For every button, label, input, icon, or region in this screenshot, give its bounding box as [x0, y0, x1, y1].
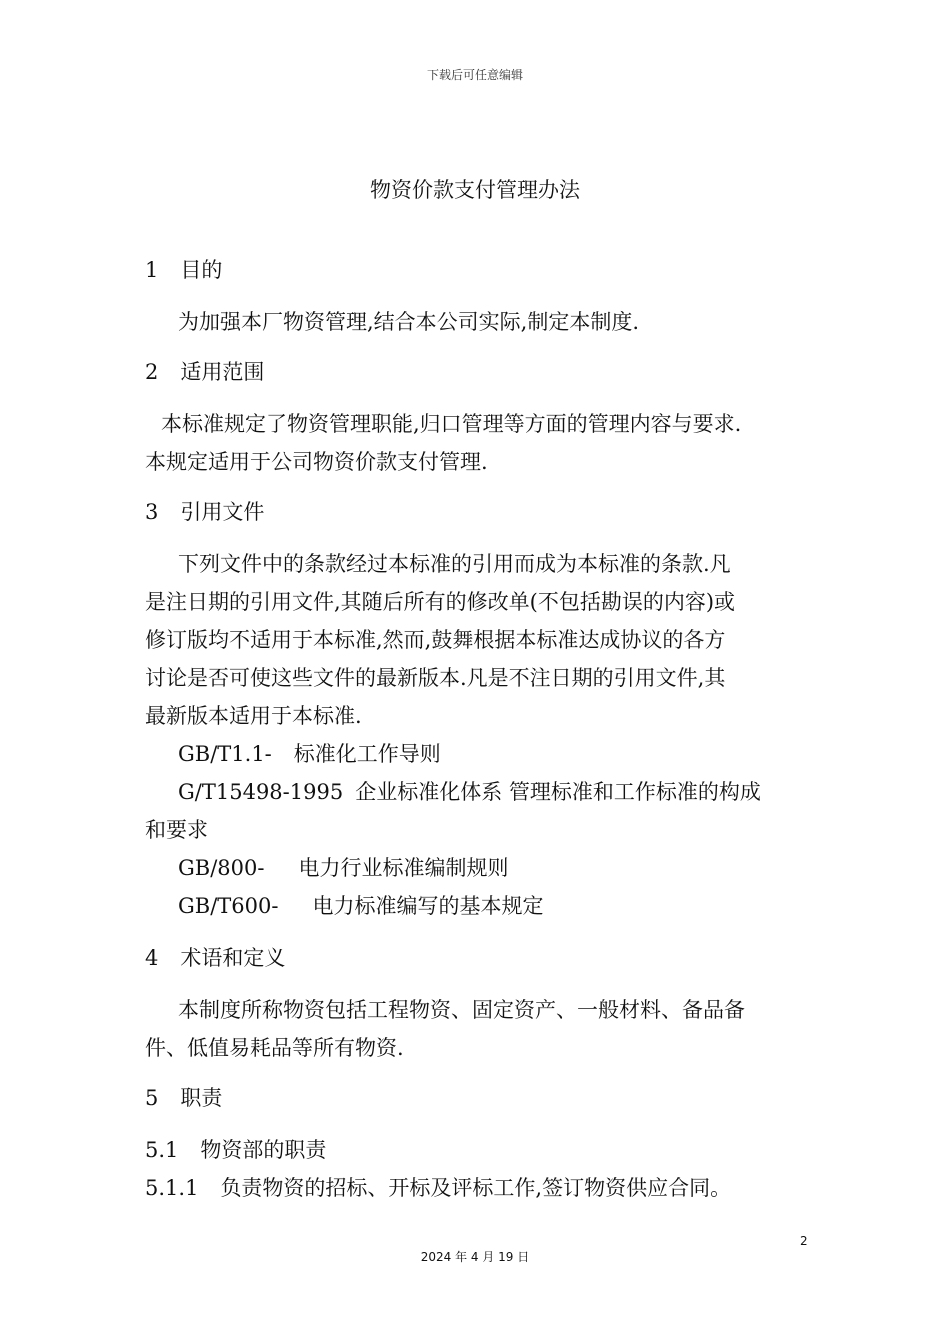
section-3-paragraph-line-4: 讨论是否可使这些文件的最新版本.凡是不注日期的引用文件,其 [145, 666, 726, 690]
section-3-heading: 3 引用文件 [145, 500, 265, 524]
section-5-1-1-item: 5.1.1 负责物资的招标、开标及评标工作,签订物资供应合同。 [145, 1176, 732, 1200]
reference-item: G/T15498-1995 企业标准化体系 管理标准和工作标准的构成 [178, 780, 761, 804]
section-3-paragraph-line-5: 最新版本适用于本标准. [145, 704, 362, 728]
section-2-body-line-1: 本标准规定了物资管理职能,归口管理等方面的管理内容与要求. [161, 412, 742, 436]
section-3-paragraph-line-1: 下列文件中的条款经过本标准的引用而成为本标准的条款.凡 [178, 552, 731, 576]
section-4-heading: 4 术语和定义 [145, 946, 286, 970]
section-1-body: 为加强本厂物资管理,结合本公司实际,制定本制度. [178, 310, 640, 334]
page-number: 2 [800, 1234, 808, 1248]
section-3-paragraph-line-2: 是注日期的引用文件,其随后所有的修改单(不包括勘误的内容)或 [145, 590, 736, 614]
section-4-body-line-2: 件、低值易耗品等所有物资. [145, 1036, 404, 1060]
section-1-heading: 1 目的 [145, 258, 223, 282]
section-2-heading: 2 适用范围 [145, 360, 265, 384]
reference-item: GB/T600- 电力标准编写的基本规定 [178, 894, 544, 918]
page-footer-date: 2024 年 4 月 19 日 [420, 1250, 530, 1264]
section-5-heading: 5 职责 [145, 1086, 223, 1110]
page-header: 下载后可任意编辑 [426, 68, 523, 82]
reference-item: GB/800- 电力行业标准编制规则 [178, 856, 509, 880]
document-title: 物资价款支付管理办法 [370, 178, 580, 202]
reference-item-continuation: 和要求 [145, 818, 208, 842]
reference-item: GB/T1.1- 标准化工作导则 [178, 742, 441, 766]
section-2-body-line-2: 本规定适用于公司物资价款支付管理. [145, 450, 488, 474]
section-3-paragraph-line-3: 修订版均不适用于本标准,然而,鼓舞根据本标准达成协议的各方 [145, 628, 726, 652]
section-5-1-heading: 5.1 物资部的职责 [145, 1138, 327, 1162]
section-4-body-line-1: 本制度所称物资包括工程物资、固定资产、一般材料、备品备 [178, 998, 745, 1022]
